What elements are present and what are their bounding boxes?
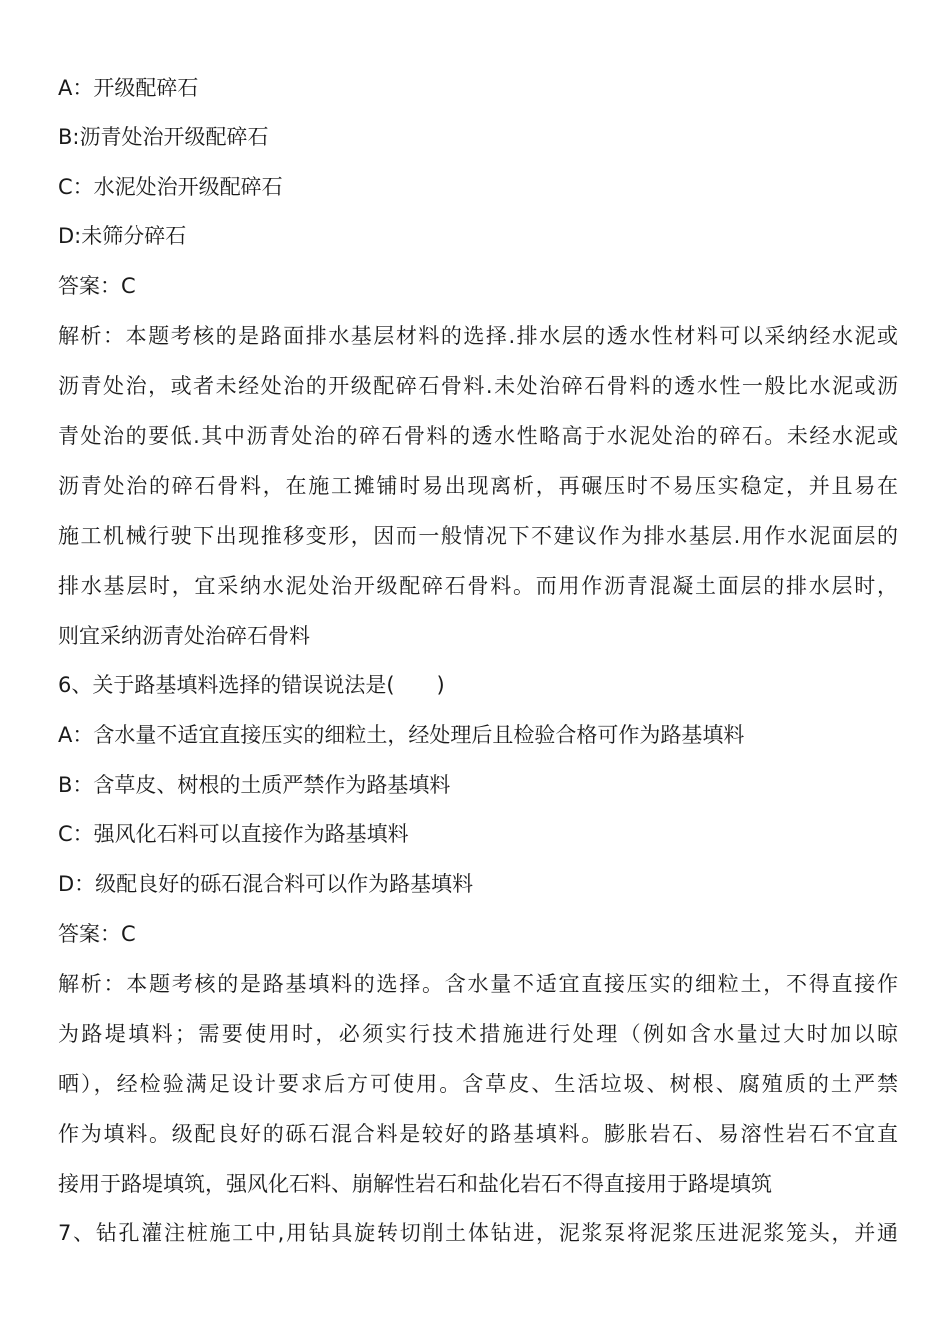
- option-b-q6: B：含草皮、树根的土质严禁作为路基填料: [58, 773, 451, 797]
- explanation-q6-line-3: 晒），经检验满足设计要求后方可使用。含草皮、生活垃圾、树根、腐殖质的土严禁: [58, 1072, 898, 1096]
- question-6: 6、关于路基填料选择的错误说法是( ): [58, 673, 445, 697]
- explanation-q6-line-1: 解析：本题考核的是路基填料的选择。含水量不适宜直接压实的细粒土，不得直接作: [58, 972, 898, 996]
- option-c-q5: C：水泥处治开级配碎石: [58, 175, 283, 199]
- explanation-q5-line-4: 沥青处治的碎石骨料，在施工摊铺时易出现离析，再碾压时不易压实稳定，并且易在: [58, 474, 898, 498]
- explanation-q6-line-4: 作为填料。级配良好的砾石混合料是较好的路基填料。膨胀岩石、易溶性岩石不宜直: [58, 1122, 898, 1146]
- answer-q6: 答案：C: [58, 922, 136, 946]
- explanation-q5-line-1: 解析：本题考核的是路面排水基层材料的选择.排水层的透水性材料可以采纳经水泥或: [58, 324, 898, 348]
- explanation-q5-line-7: 则宜采纳沥青处治碎石骨料: [58, 624, 310, 648]
- explanation-q5-line-3: 青处治的要低.其中沥青处治的碎石骨料的透水性略高于水泥处治的碎石。未经水泥或: [58, 424, 898, 448]
- explanation-q5-line-2: 沥青处治，或者未经处治的开级配碎石骨料.未处治碎石骨料的透水性一般比水泥或沥: [58, 374, 898, 398]
- option-c-q6: C：强风化石料可以直接作为路基填料: [58, 822, 409, 846]
- option-d-q5: D:未筛分碎石: [58, 224, 187, 248]
- explanation-q5-line-5: 施工机械行驶下出现推移变形，因而一般情况下不建议作为排水基层.用作水泥面层的: [58, 524, 898, 548]
- option-b-q5: B:沥青处治开级配碎石: [58, 125, 269, 149]
- option-d-q6: D：级配良好的砾石混合料可以作为路基填料: [58, 872, 474, 896]
- option-a-q5: A：开级配碎石: [58, 76, 199, 100]
- explanation-q6-line-5: 接用于路堤填筑，强风化石料、崩解性岩石和盐化岩石不得直接用于路堤填筑: [58, 1172, 772, 1196]
- explanation-q6-line-2: 为路堤填料；需要使用时，必须实行技术措施进行处理（例如含水量过大时加以晾: [58, 1022, 898, 1046]
- question-7: 7、钻孔灌注桩施工中,用钻具旋转切削土体钻进，泥浆泵将泥浆压进泥浆笼头，并通: [58, 1221, 898, 1245]
- option-a-q6: A：含水量不适宜直接压实的细粒土，经处理后且检验合格可作为路基填料: [58, 723, 745, 747]
- explanation-q5-line-6: 排水基层时，宜采纳水泥处治开级配碎石骨料。而用作沥青混凝土面层的排水层时，: [58, 574, 898, 598]
- answer-q5: 答案：C: [58, 274, 136, 298]
